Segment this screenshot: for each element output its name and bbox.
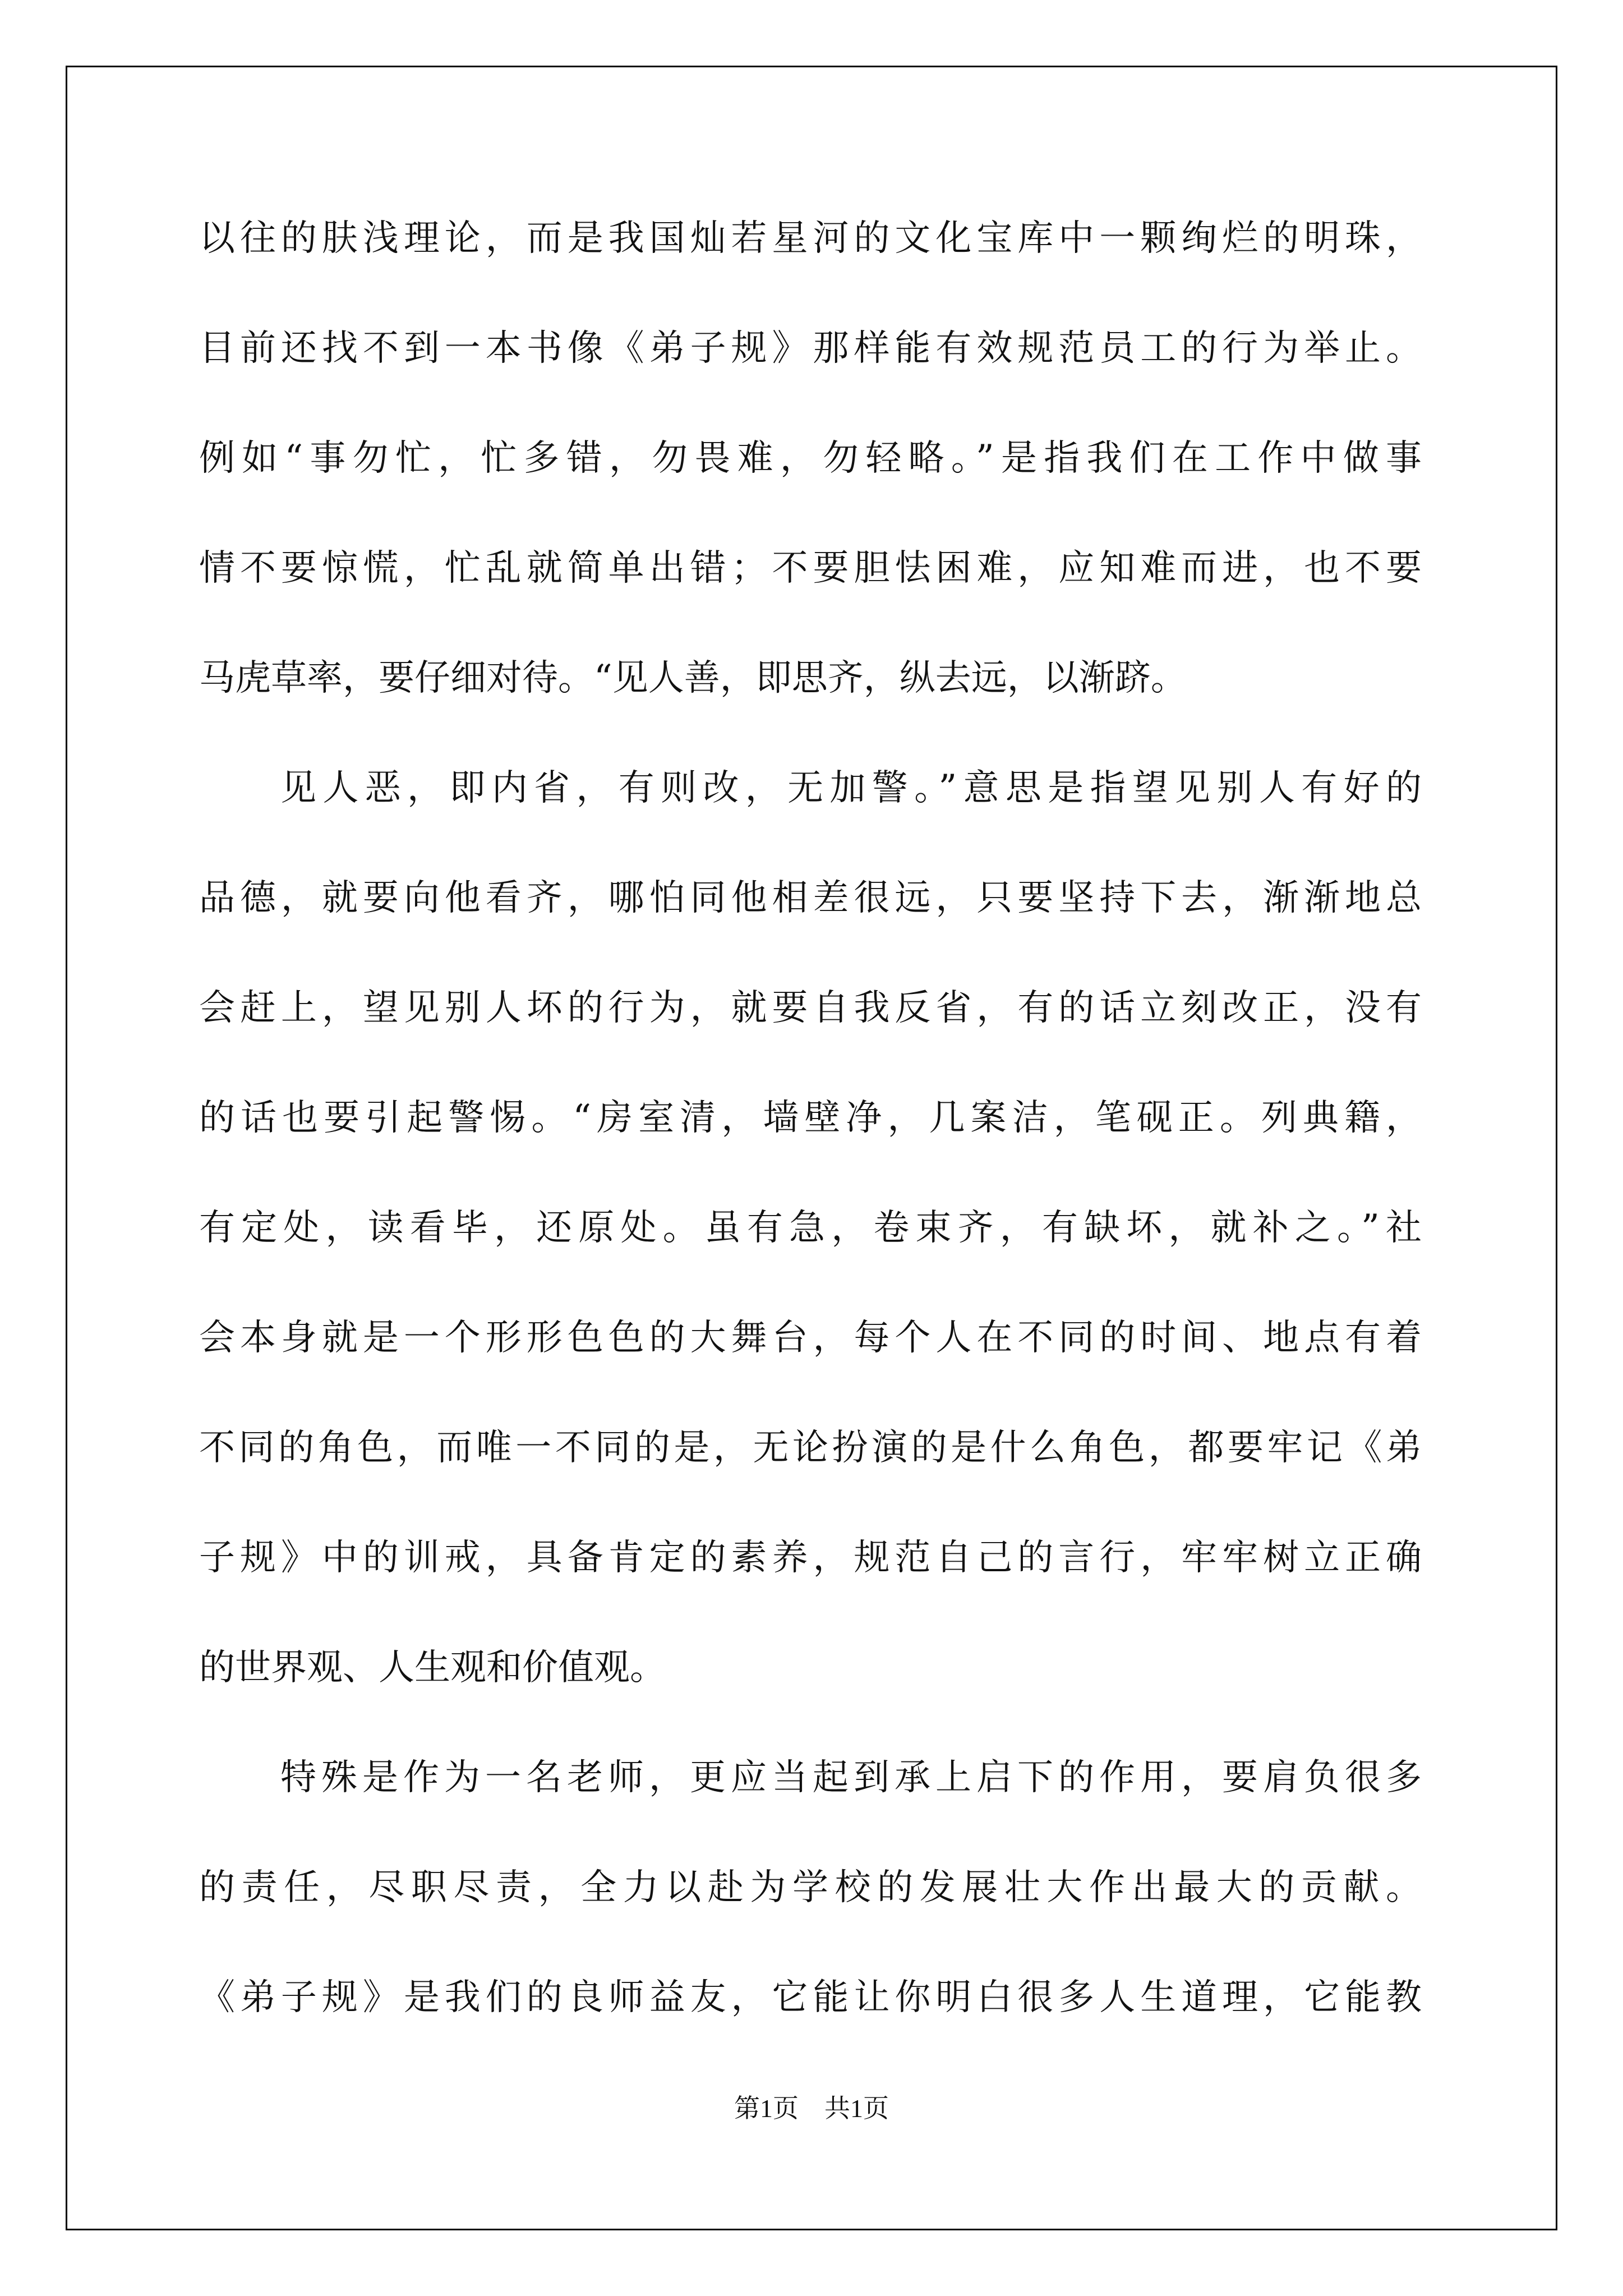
text-line: 会本身就是一个形形色色的大舞台，每个人在不同的时间、地点有着 bbox=[199, 1317, 1422, 1359]
text-line: 会赶上，望见别人坏的行为，就要自我反省，有的话立刻改正，没有 bbox=[199, 987, 1422, 1029]
text-line: 子规》中的训戒，具备肯定的素养，规范自己的言行，牢牢树立正确 bbox=[199, 1537, 1422, 1579]
text-line: 有定处，读看毕，还原处。虽有急，卷束齐，有缺坏，就补之。”社 bbox=[199, 1207, 1422, 1249]
text-line: 的责任，尽职尽责，全力以赴为学校的发展壮大作出最大的贡献。 bbox=[199, 1867, 1422, 1908]
paragraph-start-line: 特殊是作为一名老师，更应当起到承上启下的作用，要肩负很多 bbox=[280, 1757, 1422, 1798]
page-footer: 第1页 共1页 bbox=[734, 2094, 889, 2123]
text-line: 以往的肤浅理论，而是我国灿若星河的文化宝库中一颗绚烂的明珠， bbox=[199, 218, 1422, 259]
text-line: 马虎草率，要仔细对待。“见人善，即思齐，纵去远，以渐跻。 bbox=[199, 657, 1187, 699]
text-line: 《弟子规》是我们的良师益友，它能让你明白很多人生道理，它能教 bbox=[199, 1977, 1422, 2018]
text-line: 例如“事勿忙，忙多错，勿畏难，勿轻略。”是指我们在工作中做事 bbox=[199, 438, 1422, 479]
text-line: 不同的角色，而唯一不同的是，无论扮演的是什么角色，都要牢记《弟 bbox=[199, 1427, 1422, 1469]
text-line: 情不要惊慌，忙乱就简单出错；不要胆怯困难，应知难而进，也不要 bbox=[199, 547, 1422, 589]
text-line: 品德，就要向他看齐，哪怕同他相差很远，只要坚持下去，渐渐地总 bbox=[199, 877, 1422, 919]
text-line: 的话也要引起警惕。“房室清，墙壁净，几案洁，笔砚正。列典籍， bbox=[199, 1097, 1422, 1139]
text-line: 目前还找不到一本书像《弟子规》那样能有效规范员工的行为举止。 bbox=[199, 328, 1422, 369]
paragraph-start-line: 见人恶，即内省，有则改，无加警。”意思是指望见别人有好的 bbox=[280, 767, 1422, 809]
text-line: 的世界观、人生观和价值观。 bbox=[199, 1647, 666, 1688]
